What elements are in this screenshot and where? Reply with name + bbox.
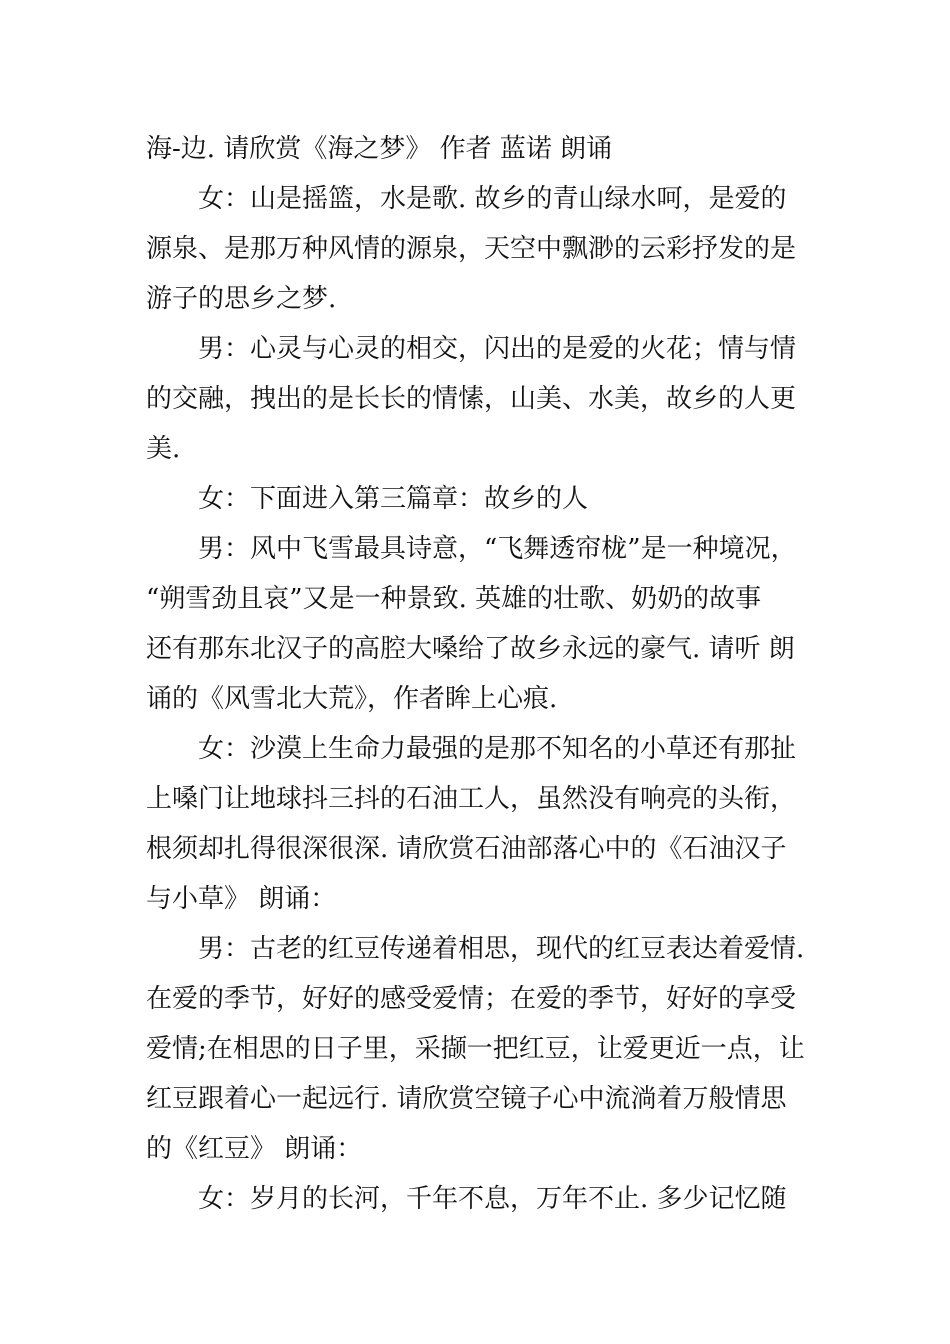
text-line: 女：岁月的长河，千年不息，万年不止. 多少记忆随: [198, 1184, 787, 1214]
text-line: 女：山是摇篮，水是歌. 故乡的青山绿水呵，是爱的: [198, 184, 787, 214]
text-line: 游子的思乡之梦.: [146, 284, 337, 314]
text-line: 的交融，拽出的是长长的情愫，山美、水美，故乡的人更: [146, 384, 797, 414]
text-line: 源泉、是那万种风情的源泉，天空中飘渺的云彩抒发的是: [146, 234, 797, 264]
document-body: [146, 124, 814, 1224]
text-line: 女：下面进入第三篇章：故乡的人: [198, 484, 589, 514]
text-line: 还有那东北汉子的高腔大嗓给了故乡永远的豪气. 请听 朗: [146, 634, 795, 664]
text-line: “朔雪劲且哀”又是一种景致. 英雄的壮歌、奶奶的故事: [146, 584, 762, 614]
text-line: 爱情;在相思的日子里，采撷一把红豆，让爱更近一点，让: [146, 1034, 805, 1064]
text-line: 上嗓门让地球抖三抖的石油工人，虽然没有响亮的头衔，: [146, 784, 797, 814]
text-line: 红豆跟着心一起远行. 请欣赏空镜子心中流淌着万般情思: [146, 1084, 787, 1114]
text-line: 的《红豆》 朗诵：: [146, 1134, 363, 1164]
text-line: 女：沙漠上生命力最强的是那不知名的小草还有那扯: [198, 734, 797, 764]
text-line: 男：古老的红豆传递着相思，现代的红豆表达着爱情.: [198, 934, 805, 964]
text-line: 与小草》 朗诵：: [146, 884, 337, 914]
text-line: 海-边. 请欣赏《海之梦》 作者 蓝诺 朗诵: [146, 134, 613, 164]
text-line: 男：风中飞雪最具诗意，“飞舞透帘栊”是一种境况，: [198, 534, 797, 564]
text-line: 根须却扎得很深很深. 请欣赏石油部落心中的《石油汉子: [146, 834, 787, 864]
text-line: 男：心灵与心灵的相交，闪出的是爱的火花；情与情: [198, 334, 797, 364]
text-line: 诵的《风雪北大荒》，作者眸上心痕.: [146, 684, 558, 714]
text-line: 美.: [146, 434, 181, 464]
text-line: 在爱的季节，好好的感受爱情；在爱的季节，好好的享受: [146, 984, 797, 1014]
